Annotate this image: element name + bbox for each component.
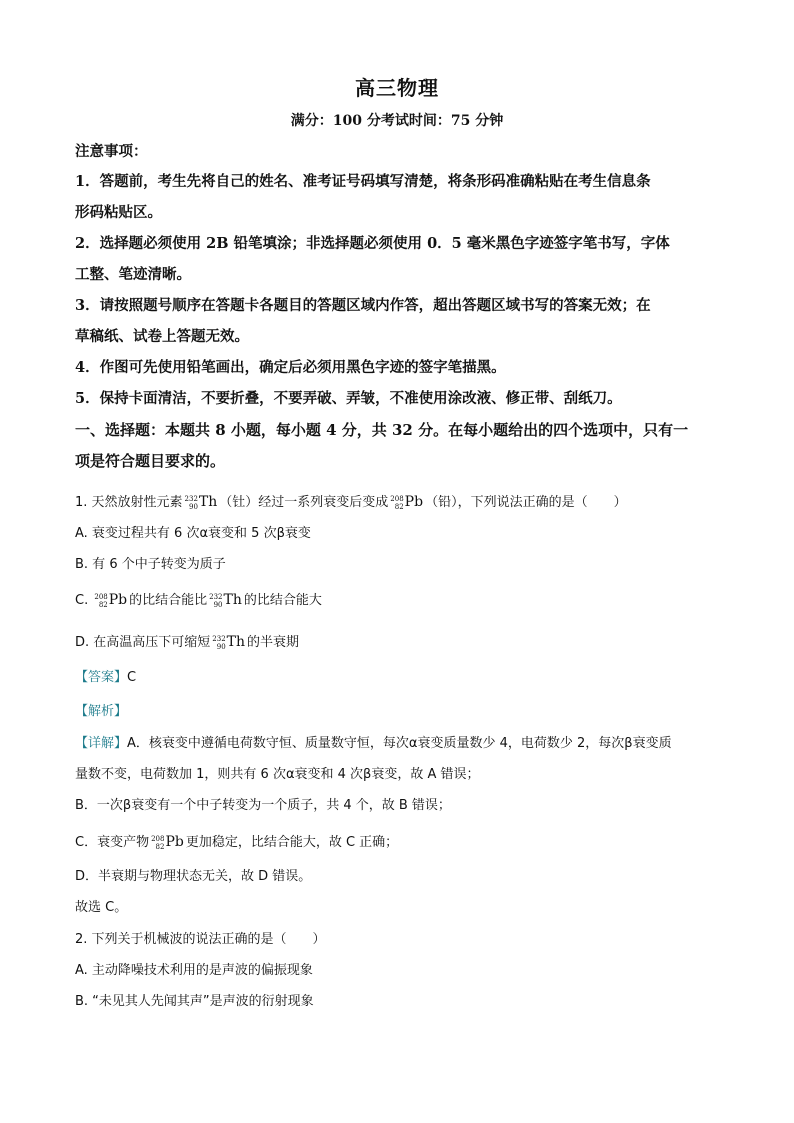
- question-1-stem: [75, 492, 725, 513]
- q1-detail: [75, 832, 725, 853]
- q1-detail: D．半衰期与物理状态无关，故 D 错误。: [75, 869, 312, 884]
- option-text: 的比结合能大: [243, 593, 322, 608]
- mass-number: 232: [209, 592, 223, 601]
- element-symbol: Th: [198, 494, 218, 510]
- notice-item: 形码粘贴区。: [75, 204, 162, 221]
- element-symbol: Th: [226, 634, 246, 650]
- q1-detail: 量数不变，电荷数加 1，则共有 6 次α衰变和 4 次β衰变，故 A 错误；: [75, 767, 480, 782]
- q1-option-b: B. 有 6 个中子转变为质子: [75, 557, 226, 572]
- element-symbol: Pb: [404, 494, 424, 510]
- element-symbol: Pb: [108, 592, 128, 608]
- q1-answer: [75, 668, 725, 688]
- notice-item: 1．答题前，考生先将自己的姓名、准考证号码填写清楚，将条形码准确粘贴在考生信息条: [75, 173, 651, 190]
- q1-detail: [75, 734, 725, 754]
- lead-nuclide: [390, 492, 423, 513]
- detail-tag: 【详解】: [75, 736, 128, 751]
- mass-number: 208: [151, 834, 165, 843]
- q1-option-a: A. 衰变过程共有 6 次α衰变和 5 次β衰变: [75, 526, 311, 541]
- atomic-number: 82: [98, 600, 108, 609]
- detail-text: 更加稳定，比结合能大，故 C 正确；: [185, 835, 399, 850]
- thorium-nuclide: [185, 492, 218, 513]
- analysis-tag: 【解析】: [75, 704, 128, 719]
- detail-text: A．核衰变中遵循电荷数守恒、质量数守恒，每次α衰变质量数少 4，电荷数少 2，每次β衰变质: [127, 736, 672, 751]
- q2-option-a: A. 主动降噪技术利用的是声波的偏振现象: [75, 963, 313, 978]
- atomic-number: 90: [189, 502, 198, 511]
- thorium-nuclide: [209, 590, 242, 611]
- notice-heading: 注意事项：: [75, 143, 148, 160]
- notice-item: 3．请按照题号顺序在答题卡各题目的答题区域内作答，超出答题区域书写的答案无效；在: [75, 297, 651, 314]
- section-heading-cont: 项是符合题目要求的。: [75, 452, 226, 470]
- element-symbol: Pb: [165, 834, 184, 850]
- q1-option-d: [75, 632, 725, 653]
- atomic-number: 82: [155, 842, 165, 851]
- option-label: C.: [75, 593, 89, 608]
- answer-value: C: [127, 670, 137, 685]
- q1-stem-part: （铅），下列说法正确的是（ ）: [425, 495, 627, 510]
- exam-info: 满分：100 分考试时间：75 分钟: [290, 113, 504, 129]
- thorium-nuclide: [212, 632, 245, 653]
- atomic-number: 90: [216, 642, 226, 651]
- q1-stem-part: 1. 天然放射性元素: [75, 495, 183, 510]
- notice-item: 4．作图可先使用铅笔画出，确定后必须用黑色字迹的签字笔描黑。: [75, 359, 506, 376]
- q1-conclusion: 故选 C。: [75, 900, 128, 915]
- option-text: 的比结合能比: [129, 593, 208, 608]
- page-title: 高三物理: [355, 76, 439, 100]
- mass-number: 208: [94, 592, 108, 601]
- answer-tag: 【答案】: [75, 670, 128, 685]
- element-symbol: Th: [223, 592, 242, 608]
- atomic-number: 90: [213, 600, 223, 609]
- detail-text: C．衰变产物: [75, 835, 150, 850]
- q2-option-b: B. “未见其人先闻其声”是声波的衍射现象: [75, 994, 314, 1009]
- notice-item: 2．选择题必须使用 2B 铅笔填涂；非选择题必须使用 0．5 毫米黑色字迹签字笔书写，字体: [75, 235, 670, 252]
- mass-number: 232: [212, 634, 226, 643]
- notice-item: 5．保持卡面清洁，不要折叠，不要弄破、弄皱，不准使用涂改液、修正带、刮纸刀。: [75, 390, 622, 407]
- q1-detail: B．一次β衰变有一个中子转变为一个质子，共 4 个，故 B 错误；: [75, 798, 451, 813]
- section-heading: 一、选择题：本题共 8 小题，每小题 4 分，共 32 分。在每小题给出的四个选项中，只有一: [75, 421, 689, 439]
- option-text: 的半衰期: [247, 635, 300, 650]
- atomic-number: 82: [394, 502, 404, 511]
- q1-option-c: [75, 590, 725, 611]
- mass-number: 232: [184, 494, 198, 503]
- question-2-stem: 2. 下列关于机械波的说法正确的是（ ）: [75, 932, 326, 947]
- lead-nuclide: [151, 832, 184, 853]
- notice-item: 草稿纸、试卷上答题无效。: [75, 328, 249, 345]
- mass-number: 208: [390, 494, 404, 503]
- option-text: D. 在高温高压下可缩短: [75, 635, 211, 650]
- q1-stem-part: （钍）经过一系列衰变后变成: [219, 495, 389, 510]
- notice-item: 工整、笔迹清晰。: [75, 266, 191, 283]
- lead-nuclide: [94, 590, 127, 611]
